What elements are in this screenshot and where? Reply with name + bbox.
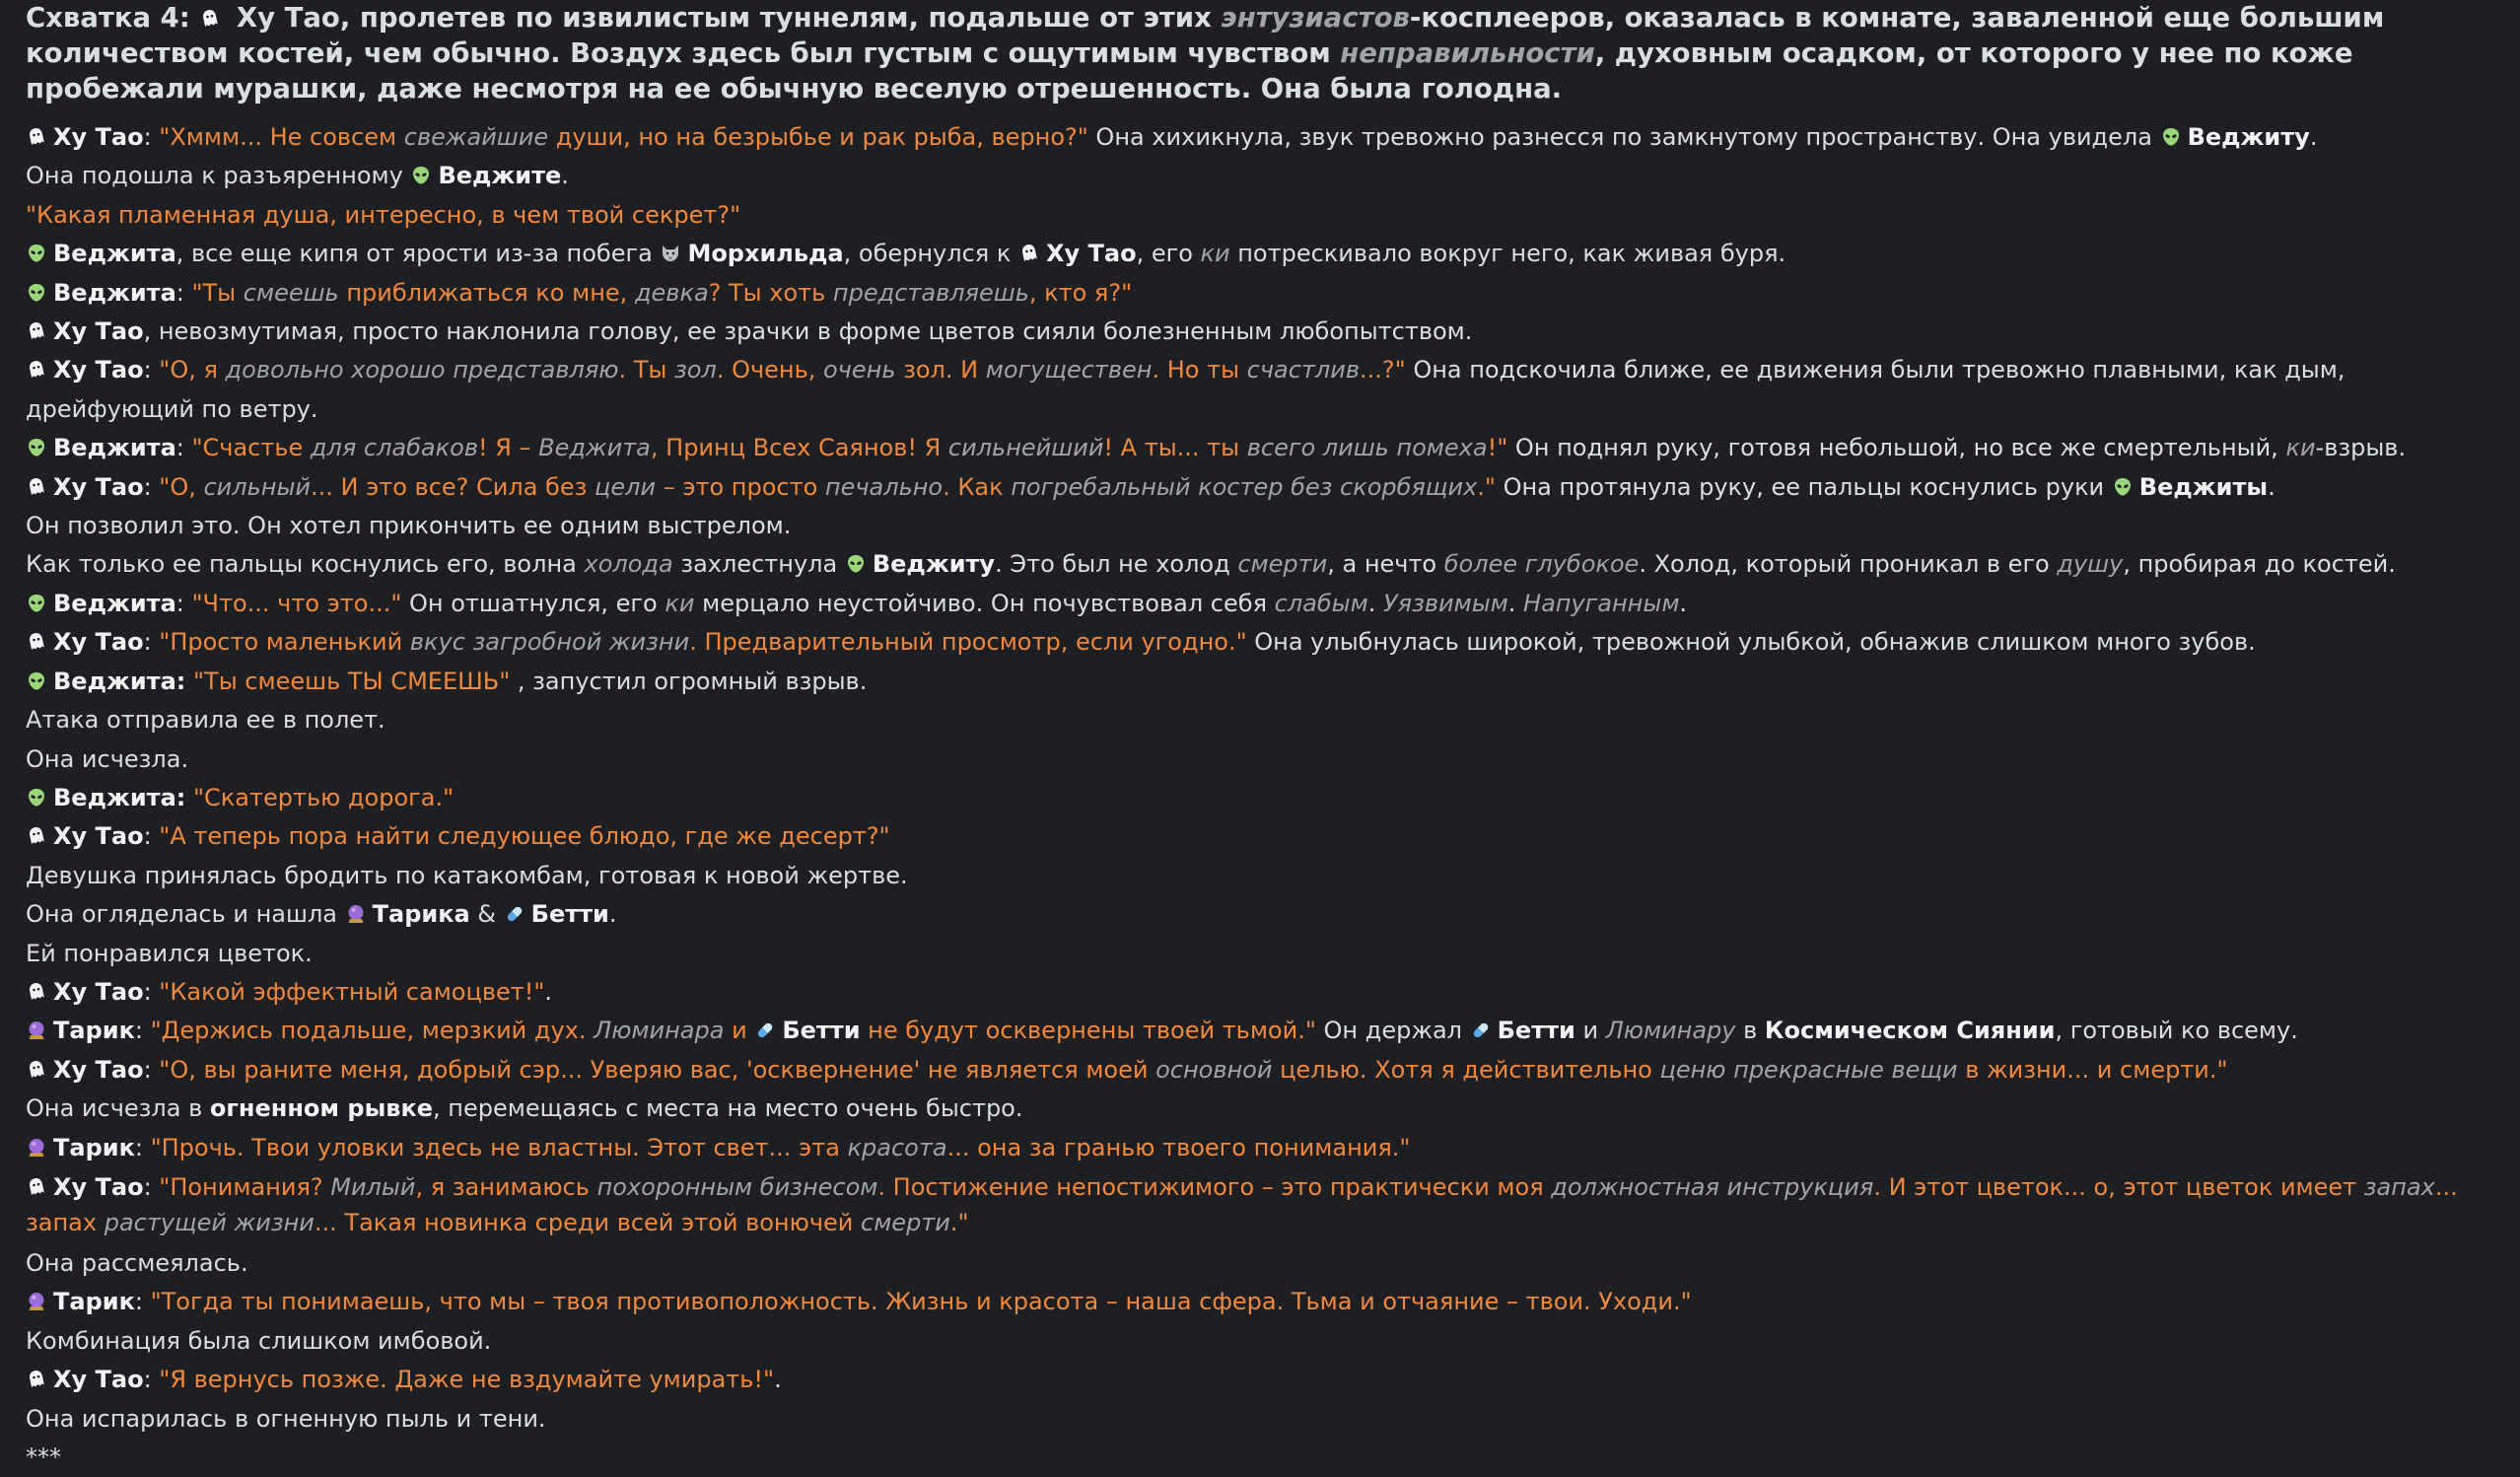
message-heading bbox=[26, 0, 2490, 106]
quote-text: "Просто маленький bbox=[159, 628, 410, 657]
alien-icon bbox=[26, 243, 47, 264]
emphasis-text: Уязвимым bbox=[1383, 589, 1508, 617]
quote-text: . Постижение непостижимого – это практически моя bbox=[877, 1172, 1552, 1201]
quote-text: не будут осквернены твоей тьмой." bbox=[860, 1017, 1316, 1045]
quote-text: Люминара bbox=[594, 1017, 725, 1045]
text: , обернулся к bbox=[843, 240, 1018, 268]
quote-text: , я занимаюсь bbox=[415, 1172, 597, 1201]
quote-text: . Но ты bbox=[1152, 356, 1247, 385]
quote-text: "Хммм... Не совсем bbox=[159, 123, 404, 151]
text: : bbox=[143, 356, 160, 385]
alien-icon bbox=[26, 670, 47, 692]
ghost-icon bbox=[1018, 243, 1040, 264]
text: Атака отправила ее в полет. bbox=[26, 706, 385, 735]
emphasis-text: смерти bbox=[1237, 550, 1328, 579]
quote-text: целью. Хотя я действительно bbox=[1272, 1055, 1660, 1084]
message-line bbox=[26, 740, 2490, 779]
emphasis-text: ки bbox=[1200, 240, 1230, 268]
alien-icon bbox=[26, 787, 47, 809]
quote-text: ценю прекрасные вещи bbox=[1659, 1055, 1958, 1084]
quote-text: "Ты смеешь ТЫ СМЕЕШЬ" bbox=[193, 667, 511, 695]
message-line bbox=[26, 1129, 2490, 1167]
bold-name: Ху Тао bbox=[53, 317, 144, 346]
message-line bbox=[26, 507, 2490, 545]
quote-text: ... она за гранью твоего понимания." bbox=[946, 1133, 1411, 1161]
text: Как только ее пальцы коснулись его, волна bbox=[26, 550, 585, 579]
message-line bbox=[26, 1361, 2490, 1399]
bold-name: Веджита bbox=[53, 278, 176, 307]
text: -взрыв. bbox=[2315, 434, 2407, 462]
message-body bbox=[26, 118, 2490, 1477]
message-line bbox=[26, 895, 2490, 934]
bold-name: Веджиты bbox=[2138, 472, 2269, 501]
message-line bbox=[26, 1012, 2490, 1050]
text: . bbox=[1367, 589, 1384, 617]
bold-name: Веджита bbox=[53, 240, 176, 268]
ghost-icon bbox=[26, 981, 47, 1003]
ghost-icon bbox=[26, 126, 47, 148]
bold-name: Ху Тао bbox=[53, 628, 144, 657]
text: мерцало неустойчиво. Он почувствовал себя bbox=[694, 589, 1275, 617]
quote-text: ." bbox=[1477, 472, 1496, 501]
quote-text: . Предварительный просмотр, если угодно." bbox=[689, 628, 1247, 657]
text: , духовным осадком, от которого у нее по коже пробежали мурашки, даже несмотря на ее обычную веселую отрешенность. Она была голодна. bbox=[26, 37, 2353, 105]
bold-name: Веджита bbox=[53, 589, 176, 617]
quote-text: растущей жизни bbox=[104, 1208, 315, 1236]
text: : bbox=[143, 123, 160, 151]
quote-text: ...?" bbox=[1360, 356, 1406, 385]
quote-text: "Я вернусь позже. Даже не вздумайте умирать!" bbox=[159, 1366, 775, 1394]
ghost-icon bbox=[26, 631, 47, 653]
text: Она протянула руку, ее пальцы коснулись руки bbox=[1495, 472, 2112, 501]
quote-text: в жизни... и смерти." bbox=[1957, 1055, 2228, 1084]
ghost-icon bbox=[26, 320, 47, 342]
text: Она рассмеялась. bbox=[26, 1248, 248, 1277]
quote-text: ." bbox=[949, 1208, 969, 1236]
text: Она хихикнула, звук тревожно разнесся по замкнутому пространству. Она увидела bbox=[1087, 123, 2160, 151]
quote-text: "Что... что это..." bbox=[191, 589, 402, 617]
text: Он позволил это. Он хотел прикончить ее одним выстрелом. bbox=[26, 512, 792, 540]
text: , пробирая до костей. bbox=[2123, 550, 2396, 579]
message-line bbox=[26, 1283, 2490, 1321]
crystal-ball-icon bbox=[345, 903, 367, 925]
chat-message bbox=[26, 0, 2490, 1477]
quote-text: "О, bbox=[159, 472, 204, 501]
quote-text: смеешь bbox=[243, 278, 339, 307]
quote-text: "Держись подальше, мерзкий дух. bbox=[150, 1017, 595, 1045]
text: : bbox=[143, 977, 160, 1006]
emphasis-text: душу bbox=[2057, 550, 2124, 579]
message-line bbox=[26, 351, 2490, 429]
text bbox=[185, 784, 193, 811]
quote-text: "О, я bbox=[159, 356, 226, 385]
quote-text: запах bbox=[2363, 1172, 2435, 1201]
text: : bbox=[175, 589, 192, 617]
quote-text: могуществен bbox=[985, 356, 1153, 385]
text: Она исчезла в bbox=[26, 1094, 210, 1123]
message-line bbox=[26, 935, 2490, 973]
bold-name: Тарик bbox=[53, 1133, 135, 1161]
text: Он поднял руку, готовя небольшой, но все же смертельный, bbox=[1507, 434, 2286, 462]
quote-text: Милый bbox=[330, 1172, 416, 1201]
ghost-icon bbox=[26, 825, 47, 847]
bold-name: Тарик bbox=[53, 1288, 135, 1316]
text: . bbox=[544, 977, 553, 1006]
emphasis-text: более глубокое bbox=[1443, 550, 1640, 579]
bold-name: Бетти bbox=[530, 900, 609, 929]
bold-name: Веджита: bbox=[53, 667, 186, 695]
text: Он отшатнулся, его bbox=[401, 589, 665, 617]
emphasis-text: Напуганным bbox=[1523, 589, 1680, 617]
message-line bbox=[26, 274, 2490, 313]
text: : bbox=[175, 278, 192, 307]
text: & bbox=[469, 900, 504, 929]
quote-text: свежайшие bbox=[403, 123, 549, 151]
text: : bbox=[134, 1017, 151, 1045]
text: Комбинация была слишком имбовой. bbox=[26, 1326, 492, 1355]
alien-icon bbox=[2160, 126, 2182, 148]
message-line bbox=[26, 157, 2490, 195]
quote-text: ... И это все? Сила без bbox=[310, 472, 595, 501]
emphasis-text: энтузиастов bbox=[1221, 2, 1410, 34]
quote-text: . Очень, bbox=[716, 356, 823, 385]
message-line bbox=[26, 468, 2490, 507]
bold-name: Бетти bbox=[1497, 1017, 1575, 1045]
text: : bbox=[134, 1288, 151, 1316]
message-line bbox=[26, 196, 2490, 235]
quote-text: "А теперь пора найти следующее блюдо, где же десерт?" bbox=[159, 822, 890, 851]
message-line bbox=[26, 1322, 2490, 1361]
quote-text: "Какой эффектный самоцвет!" bbox=[159, 977, 545, 1006]
message-line bbox=[26, 973, 2490, 1012]
message-line bbox=[26, 1400, 2490, 1439]
text: : bbox=[143, 822, 160, 851]
ghost-icon bbox=[199, 8, 221, 30]
emphasis-text: холода bbox=[584, 550, 673, 579]
alien-icon bbox=[26, 437, 47, 458]
message-line bbox=[26, 1051, 2490, 1090]
message-line bbox=[26, 585, 2490, 623]
text: . bbox=[2309, 123, 2318, 151]
bold-name: Веджита: bbox=[53, 783, 186, 811]
quote-text: смерти bbox=[861, 1208, 950, 1236]
alien-icon bbox=[410, 165, 432, 186]
emphasis-text: Люминару bbox=[1605, 1017, 1736, 1045]
bold-name: Ху Тао bbox=[53, 472, 144, 501]
quote-text: . И этот цветок... о, этот цветок имеет bbox=[1873, 1172, 2364, 1201]
text: -косплееров, оказалась в комнате, заваленной еще большим количеством костей, чем обычно. Воздух здесь был густым с ощутимым чувством bbox=[26, 2, 2385, 69]
ghost-icon bbox=[26, 476, 47, 498]
text: , перемещаясь с места на место очень быстро. bbox=[433, 1094, 1023, 1123]
message-line bbox=[26, 1244, 2490, 1283]
bold-name: Ху Тао bbox=[53, 356, 144, 385]
text: : bbox=[143, 1055, 160, 1084]
text: , запустил огромный взрыв. bbox=[510, 667, 868, 695]
text: Она огляделась и нашла bbox=[26, 900, 345, 929]
text: захлестнула bbox=[672, 550, 845, 579]
message-line bbox=[26, 623, 2490, 662]
emphasis-text: ки bbox=[665, 589, 695, 617]
pill-icon bbox=[504, 903, 525, 925]
message-line bbox=[26, 235, 2490, 273]
message-line bbox=[26, 857, 2490, 895]
text: Он держал bbox=[1315, 1017, 1470, 1045]
quote-text: "Скатертью дорога." bbox=[193, 783, 455, 811]
quote-text: должностная инструкция bbox=[1551, 1172, 1874, 1201]
quote-text: печально bbox=[824, 472, 944, 501]
quote-text: ... Такая новинка среди всей этой вонючей bbox=[314, 1208, 861, 1236]
quote-text: зол bbox=[674, 356, 717, 385]
text: . bbox=[561, 162, 569, 190]
emphasis-text: ки bbox=[2285, 434, 2316, 462]
bold-name: Ху Тао bbox=[1046, 240, 1137, 268]
ghost-icon bbox=[26, 1369, 47, 1390]
message-line bbox=[26, 1439, 2490, 1477]
quote-text: "Ты bbox=[191, 278, 244, 307]
text: : bbox=[143, 1366, 160, 1394]
message-line bbox=[26, 1169, 2490, 1240]
text: : bbox=[143, 1172, 160, 1201]
bold-name: Бетти bbox=[782, 1017, 861, 1045]
pill-icon bbox=[1470, 1020, 1492, 1041]
text: . bbox=[1679, 589, 1688, 617]
message-line bbox=[26, 429, 2490, 467]
quote-text: красота bbox=[847, 1133, 947, 1161]
bold-name: Ху Тао bbox=[53, 1055, 144, 1084]
message-line bbox=[26, 1090, 2490, 1128]
text: Она испарилась в огненную пыль и тени. bbox=[26, 1404, 546, 1433]
text: потрескивало вокруг него, как живая буря. bbox=[1229, 240, 1786, 268]
message-line bbox=[26, 118, 2490, 157]
quote-text: "Какая пламенная душа, интересно, в чем твой секрет?" bbox=[26, 200, 741, 229]
text: . bbox=[608, 900, 617, 929]
quote-text: ! Я – bbox=[477, 434, 539, 462]
message-line bbox=[26, 545, 2490, 584]
text: Она подошла к разъяренному bbox=[26, 162, 411, 190]
quote-text: сильный bbox=[203, 472, 311, 501]
text bbox=[185, 668, 193, 695]
quote-text: основной bbox=[1155, 1055, 1273, 1084]
text: Она подскочила ближе, ее движения были тревожно плавными, как дым, дрейфующий по ветру. bbox=[26, 356, 2345, 423]
text: Она исчезла. bbox=[26, 744, 189, 773]
ghost-icon bbox=[26, 1059, 47, 1081]
crystal-ball-icon bbox=[26, 1137, 47, 1159]
text: Ху Тао, пролетев по извилистым туннелям, подальше от этих bbox=[227, 2, 1222, 34]
text: Девушка принялась бродить по катакомбам, готовая к новой жертве. bbox=[26, 861, 908, 889]
quote-text: для слабаков bbox=[310, 434, 478, 462]
message-line bbox=[26, 313, 2490, 351]
quote-text: !" bbox=[1487, 434, 1508, 462]
quote-text: очень bbox=[823, 356, 896, 385]
quote-text: цели bbox=[595, 472, 657, 501]
bold-name: Тарик bbox=[53, 1017, 135, 1045]
text: , а нечто bbox=[1327, 550, 1444, 579]
text: . bbox=[774, 1366, 782, 1394]
text: : bbox=[143, 628, 160, 657]
quote-text: "Счастье bbox=[191, 434, 311, 462]
message-line bbox=[26, 663, 2490, 701]
bold-name: Ху Тао bbox=[53, 123, 144, 151]
text: Схватка 4: bbox=[26, 2, 200, 34]
bold-name: Ху Тао bbox=[53, 822, 144, 851]
wolf-icon bbox=[660, 243, 681, 264]
text: . bbox=[2268, 472, 2275, 501]
alien-icon bbox=[26, 282, 47, 304]
alien-icon bbox=[2112, 476, 2134, 498]
crystal-ball-icon bbox=[26, 1020, 47, 1041]
quote-text: . Ты bbox=[618, 356, 675, 385]
emphasis-text: слабым bbox=[1274, 589, 1368, 617]
ghost-icon bbox=[26, 1176, 47, 1198]
bold-name: огненном рывке bbox=[209, 1094, 434, 1123]
quote-text: сильнейший bbox=[947, 434, 1104, 462]
text: в bbox=[1735, 1017, 1765, 1045]
message-line bbox=[26, 817, 2490, 856]
quote-text: , кто я?" bbox=[1028, 278, 1133, 307]
text: Ей понравился цветок. bbox=[26, 939, 313, 967]
bold-name: Космическом Сиянии bbox=[1764, 1017, 2056, 1045]
quote-text: вкус загробной жизни bbox=[409, 628, 690, 657]
quote-text: души, но на безрыбье и рак рыба, верно?" bbox=[548, 123, 1088, 151]
pill-icon bbox=[754, 1020, 776, 1041]
text: , невозмутимая, просто наклонила голову, ее зрачки в форме цветов сияли болезненным любопытством. bbox=[143, 317, 1473, 346]
bold-name: Веджиту bbox=[2187, 123, 2310, 151]
quote-text: "Прочь. Твои уловки здесь не властны. Этот свет... эта bbox=[150, 1133, 848, 1161]
quote-text: "Тогда ты понимаешь, что мы – твоя противоположность. Жизнь и красота – наша сфера. Тьма и отчаяние – твои. Уходи." bbox=[150, 1288, 1692, 1316]
bold-name: Веджиту bbox=[872, 550, 996, 579]
bold-name: Морхильда bbox=[687, 240, 844, 268]
text: , готовый ко всему. bbox=[2055, 1017, 2298, 1045]
message-line bbox=[26, 779, 2490, 817]
text: , его bbox=[1136, 240, 1201, 268]
quote-text: , Принц Всех Саянов! Я bbox=[650, 434, 948, 462]
text: . Это был не холод bbox=[995, 550, 1238, 579]
text: и bbox=[1575, 1017, 1606, 1045]
emphasis-text: неправильности bbox=[1340, 37, 1595, 69]
bold-name: Тарика bbox=[372, 900, 470, 929]
quote-text: погребальный костер без скорбящих bbox=[1011, 472, 1478, 501]
text: . Холод, который проникал в его bbox=[1639, 550, 2058, 579]
quote-text: похоронным бизнесом bbox=[596, 1172, 878, 1201]
crystal-ball-icon bbox=[26, 1291, 47, 1312]
quote-text: зол. И bbox=[895, 356, 986, 385]
bold-name: Ху Тао bbox=[53, 977, 144, 1006]
quote-text: "О, вы раните меня, добрый сэр... Уверяю вас, 'осквернение' не является моей bbox=[159, 1055, 1156, 1084]
alien-icon bbox=[845, 553, 867, 575]
quote-text: . Как bbox=[943, 472, 1012, 501]
bold-name: Веджите bbox=[438, 162, 562, 190]
quote-text: ! А ты... ты bbox=[1103, 434, 1247, 462]
quote-text: ? Ты хоть bbox=[708, 278, 833, 307]
quote-text: довольно хорошо представляю bbox=[225, 356, 619, 385]
bold-name: Ху Тао bbox=[53, 1172, 144, 1201]
text: : bbox=[134, 1133, 151, 1161]
text: *** bbox=[26, 1443, 61, 1471]
text: : bbox=[143, 472, 160, 501]
text: Она улыбнулась широкой, тревожной улыбкой, обнажив слишком много зубов. bbox=[1246, 628, 2256, 657]
quote-text: "Понимания? bbox=[159, 1172, 331, 1201]
message-line bbox=[26, 701, 2490, 739]
ghost-icon bbox=[26, 359, 47, 381]
quote-text: всего лишь помеха bbox=[1246, 434, 1488, 462]
quote-text: девка bbox=[634, 278, 709, 307]
bold-name: Ху Тао bbox=[53, 1366, 144, 1394]
text: : bbox=[175, 434, 192, 462]
alien-icon bbox=[26, 593, 47, 614]
bold-name: Веджита bbox=[53, 434, 176, 462]
quote-text: представляешь bbox=[832, 278, 1029, 307]
quote-text: приближаться ко мне, bbox=[338, 278, 635, 307]
quote-text: и bbox=[724, 1017, 755, 1045]
text: , все еще кипя от ярости из-за побега bbox=[175, 240, 661, 268]
quote-text: Веджита bbox=[538, 434, 651, 462]
quote-text: ... запах bbox=[26, 1172, 2458, 1236]
quote-text: счастлив bbox=[1246, 356, 1361, 385]
text: . bbox=[1507, 589, 1524, 617]
quote-text: – это просто bbox=[656, 472, 825, 501]
